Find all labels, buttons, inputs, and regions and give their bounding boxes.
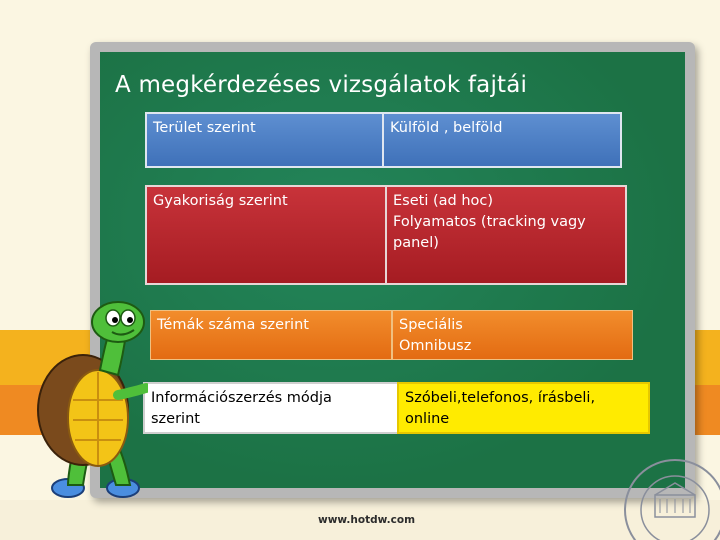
row-1-value: Külföld , belföld [382,112,622,168]
row-2-label: Gyakoriság szerint [145,185,387,285]
slide-title: A megkérdezéses vizsgálatok fajtái [115,72,528,98]
turtle-mascot-icon [28,300,148,510]
footer-logo: www.hotdw.com [318,514,416,526]
row-1-label: Terület szerint [145,112,384,168]
row-4-value: Szóbeli,telefonos, írásbeli, online [397,382,650,434]
university-seal-icon [620,455,720,540]
row-2-value: Eseti (ad hoc) Folyamatos (tracking vagy panel) [385,185,627,285]
row-3-label: Témák száma szerint [150,310,392,360]
row-4-label: Információszerzés módja szerint [143,382,399,434]
row-3-value: Speciális Omnibusz [392,310,633,360]
